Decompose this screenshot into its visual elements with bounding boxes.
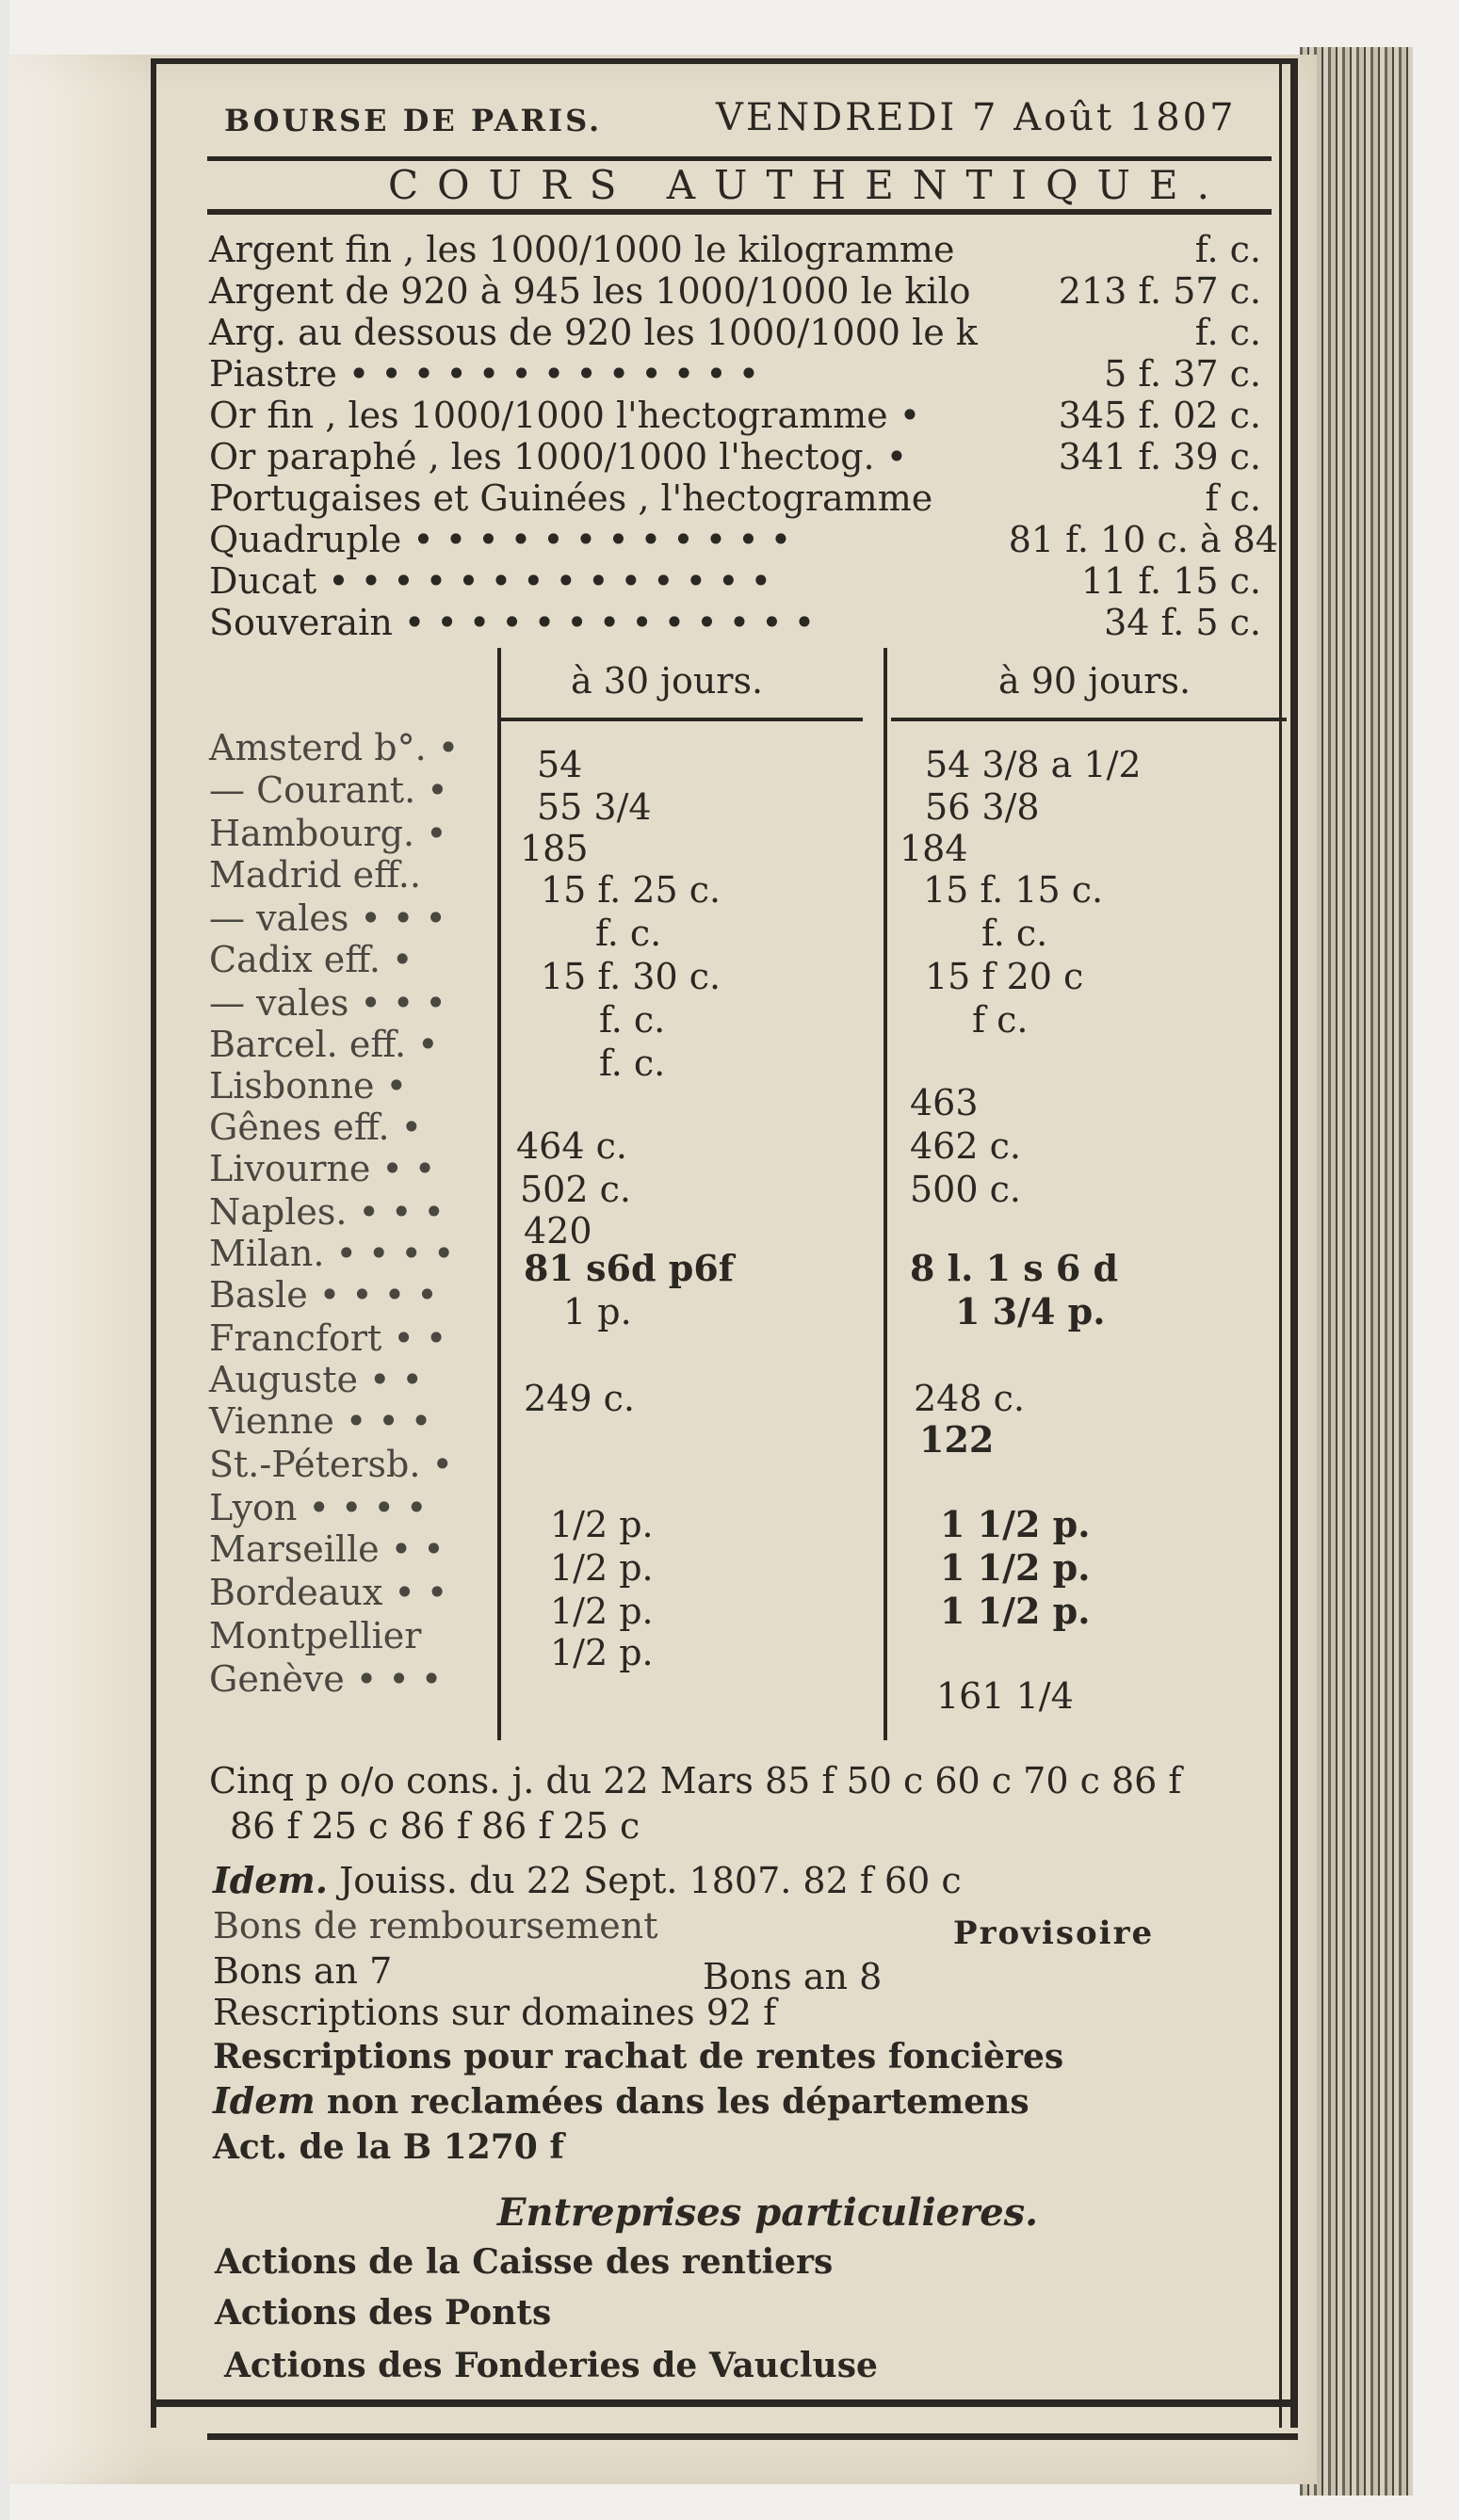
frame-left-rule <box>151 58 156 2428</box>
exchange-place: Hambourg. • <box>209 813 447 854</box>
exchange-place: Cadix eff. • <box>209 939 413 980</box>
rente-idem-line <box>213 1859 962 1901</box>
metal-label: Ducat • • • • • • • • • • • • • • <box>209 560 772 602</box>
bons-an-7: Bons an 7 <box>213 1950 393 1992</box>
frame-bottom-rule <box>151 2399 1298 2407</box>
metal-value: f. c. <box>1194 229 1261 270</box>
col-header-90-jours: à 90 jours. <box>998 660 1192 702</box>
exchange-place: Madrid eff.. <box>209 854 421 896</box>
metal-value: 11 f. 15 c. <box>1080 560 1261 602</box>
exchange-30d: f. c. <box>599 1042 666 1084</box>
exchange-place: Bordeaux • • <box>209 1572 448 1613</box>
entreprise-item: Actions de la Caisse des rentiers <box>215 2242 834 2282</box>
idem-value: Jouiss. du 22 Sept. 1807. 82 f 60 c <box>339 1860 962 1901</box>
exchange-90d: 462 c. <box>910 1125 1021 1167</box>
metal-value: f. c. <box>1194 312 1261 353</box>
rente-idem2-line <box>213 2079 1029 2122</box>
metal-value: 5 f. 37 c. <box>1104 353 1261 395</box>
exchange-90d: 15 f 20 c <box>925 956 1084 997</box>
idem2-label: Idem <box>213 2079 316 2122</box>
metal-label: Piastre • • • • • • • • • • • • • <box>209 353 760 395</box>
bons-an-8: Bons an 8 <box>703 1956 883 1997</box>
rente-cinq-pct-line1: Cinq p o/o cons. j. du 22 Mars 85 f 50 c 60 c 70 c 86 f <box>209 1760 1182 1801</box>
rente-cinq-pct-line2: 86 f 25 c 86 f 86 f 25 c <box>230 1805 640 1847</box>
provisoire-label: Provisoire <box>953 1914 1155 1952</box>
exchange-place: Marseille • • <box>209 1528 445 1570</box>
metal-label: Argent fin , les 1000/1000 le kilogramme <box>209 229 955 270</box>
exchange-90d: 56 3/8 <box>925 786 1040 828</box>
frame-right-rule <box>1290 58 1298 2428</box>
exchange-30d: 1/2 p. <box>550 1632 654 1673</box>
exchange-30d: 54 <box>537 744 583 785</box>
exchange-30d: f. c. <box>599 999 666 1041</box>
exchange-place: Livourne • • <box>209 1148 436 1189</box>
bons-remboursement: Bons de remboursement <box>213 1905 658 1947</box>
title-rule <box>207 209 1272 215</box>
exchange-90d: 8 l. 1 s 6 d <box>910 1247 1119 1289</box>
rescriptions-rachat: Rescriptions pour rachat de rentes foncières <box>213 2037 1064 2076</box>
exchange-col-rule-left <box>497 648 501 1740</box>
exchange-place: Naples. • • • <box>209 1191 445 1233</box>
metal-label: Or fin , les 1000/1000 l'hectogramme • <box>209 395 921 436</box>
metal-value: 341 f. 39 c. <box>1058 436 1261 477</box>
exchange-place: Francfort • • <box>209 1317 447 1359</box>
exchange-30d: 15 f. 30 c. <box>541 956 721 997</box>
exchange-place: Lyon • • • • <box>209 1487 428 1528</box>
exchange-30d: 464 c. <box>516 1125 627 1167</box>
exchange-90d: 248 c. <box>914 1378 1025 1419</box>
exchange-90d: 161 1/4 <box>936 1675 1074 1717</box>
exchange-place: Lisbonne • <box>209 1065 408 1107</box>
frame-inner-right-rule <box>1279 58 1282 2428</box>
idem2-value: non reclamées dans les départemens <box>326 2082 1029 2122</box>
idem-label: Idem. <box>213 1859 328 1901</box>
metal-label: Arg. au dessous de 920 les 1000/1000 le k <box>209 312 978 353</box>
exchange-30d: 1 p. <box>563 1291 632 1333</box>
exchange-90d: 54 3/8 a 1/2 <box>925 744 1142 785</box>
exchange-90d: 1 3/4 p. <box>955 1290 1106 1333</box>
metal-value: 81 f. 10 c. à 84 <box>1008 519 1278 560</box>
entreprise-item: Actions des Ponts <box>215 2293 552 2333</box>
exchange-30d: 249 c. <box>524 1378 635 1419</box>
exchange-30d: 1/2 p. <box>550 1547 654 1589</box>
exchange-90d: 500 c. <box>910 1169 1021 1210</box>
exchange-30d: 15 f. 25 c. <box>541 869 721 911</box>
gutter-highlight <box>8 55 149 2484</box>
exchange-place: Vienne • • • <box>209 1400 432 1442</box>
exchange-30d: 1/2 p. <box>550 1591 654 1632</box>
exchange-place: Amsterd b°. • <box>209 727 460 768</box>
exchange-90d: 15 f. 15 c. <box>923 869 1104 911</box>
exchange-30d: 420 <box>524 1210 592 1252</box>
exchange-header-rule-2 <box>891 718 1287 721</box>
entreprise-item: Actions des Fonderies de Vaucluse <box>224 2346 878 2385</box>
exchange-90d: 122 <box>919 1418 995 1461</box>
exchange-90d: 463 <box>910 1082 979 1123</box>
metal-value: 345 f. 02 c. <box>1058 395 1261 436</box>
exchange-header-rule-1 <box>501 718 863 721</box>
exchange-place: — vales • • • <box>209 982 446 1024</box>
exchange-30d: 1/2 p. <box>550 1504 654 1545</box>
exchange-place: Barcel. eff. • <box>209 1024 439 1065</box>
exchange-90d: 1 1/2 p. <box>940 1590 1091 1632</box>
header-rule <box>207 156 1272 161</box>
exchange-place: Montpellier <box>209 1615 422 1656</box>
exchange-place: Milan. • • • • <box>209 1233 455 1274</box>
metal-label: Quadruple • • • • • • • • • • • • <box>209 519 792 560</box>
book-page-edges <box>1300 47 1413 2496</box>
metal-label: Or paraphé , les 1000/1000 l'hectog. • <box>209 436 908 477</box>
exchange-place: — Courant. • <box>209 769 448 811</box>
metal-label: Argent de 920 à 945 les 1000/1000 le kilo <box>209 270 971 312</box>
exchange-30d: 81 s6d p6f <box>524 1247 735 1289</box>
exchange-90d: 1 1/2 p. <box>940 1503 1091 1545</box>
exchange-place: Auguste • • <box>209 1359 423 1400</box>
metal-label: Portugaises et Guinées , l'hectogramme <box>209 477 933 519</box>
exchange-place: — vales • • • <box>209 897 446 939</box>
exchange-place: Genève • • • <box>209 1658 443 1700</box>
exchange-30d: f. c. <box>595 913 662 954</box>
rescriptions-domaines: Rescriptions sur domaines 92 f <box>213 1992 777 2033</box>
actions-banque: Act. de la B 1270 f <box>213 2127 564 2167</box>
col-header-30-jours: à 30 jours. <box>571 660 764 702</box>
page-title: COURS AUTHENTIQUE. <box>388 162 1228 208</box>
exchange-30d: 502 c. <box>520 1169 631 1210</box>
header-bourse: BOURSE DE PARIS. <box>224 103 603 138</box>
exchange-place: St.-Pétersb. • <box>209 1444 453 1485</box>
metal-label: Souverain • • • • • • • • • • • • • <box>209 602 816 643</box>
metal-value: 34 f. 5 c. <box>1104 602 1261 643</box>
exchange-30d: 185 <box>520 828 589 869</box>
exchange-place: Gênes eff. • <box>209 1107 423 1148</box>
exchange-col-rule-mid <box>884 648 887 1740</box>
exchange-place: Basle • • • • <box>209 1274 438 1316</box>
exchange-30d: 55 3/4 <box>537 786 652 828</box>
metal-value: f c. <box>1205 477 1261 519</box>
entreprises-heading: Entreprises particulieres. <box>497 2190 1039 2235</box>
metal-value: 213 f. 57 c. <box>1058 270 1261 312</box>
exchange-90d: f. c. <box>981 913 1048 954</box>
exchange-90d: f c. <box>972 999 1029 1041</box>
frame-top-rule <box>151 58 1295 64</box>
exchange-90d: 1 1/2 p. <box>940 1546 1091 1589</box>
frame-bottom-rule-2 <box>207 2433 1298 2440</box>
exchange-90d: 184 <box>900 828 968 869</box>
header-date: VENDREDI 7 Août 1807 <box>716 96 1237 139</box>
